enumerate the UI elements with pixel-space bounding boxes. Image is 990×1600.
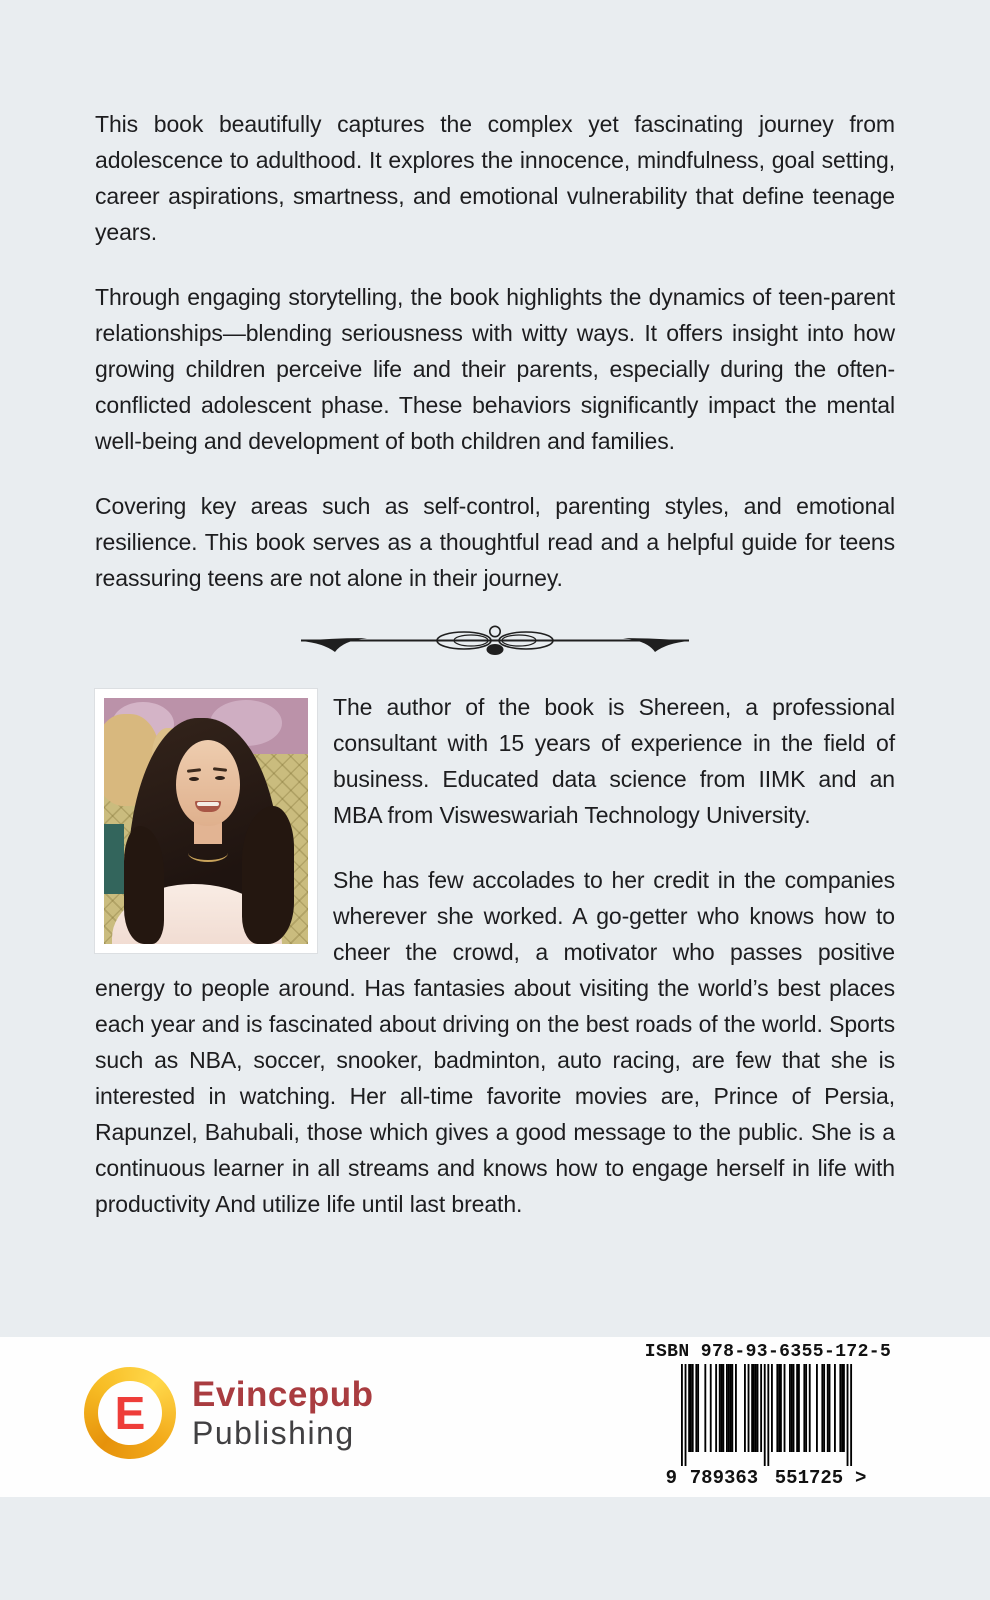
publisher-wordmark xyxy=(192,1375,373,1451)
synopsis-paragraph-2: Through engaging storytelling, the book highlights the dynamics of teen-parent relationships—blending seriousness with witty ways. It offers insight into how growing children perceive life and their parents, especially during the often-conflicted adolescent phase. These behaviors significantly impact the mental well-being and development of both children and families. xyxy=(95,284,895,454)
author-section xyxy=(95,689,895,1251)
author-photo xyxy=(95,689,317,953)
isbn-block xyxy=(640,1342,896,1486)
barcode-digits-group2: 551725 xyxy=(774,1467,844,1486)
barcode-digits-group1: 789363 xyxy=(689,1467,759,1486)
isbn-label: ISBN 978-93-6355-172-5 xyxy=(644,1342,892,1362)
divider-flourish-icon xyxy=(295,625,695,661)
publisher-name: Evincepub xyxy=(192,1375,374,1414)
publisher-logo xyxy=(84,1367,373,1459)
publisher-band xyxy=(0,1337,990,1497)
isbn-barcode xyxy=(663,1364,873,1486)
publisher-logo-inner xyxy=(98,1381,162,1445)
ornamental-divider xyxy=(95,625,895,661)
author-photo-illustration xyxy=(104,698,308,944)
barcode-arrow: > xyxy=(855,1467,867,1486)
author-paragraph-2: She has few accolades to her credit in the companies wherever she worked. A go-getter who knows how to cheer the crowd, a motivator who passes positive energy to people around. Has fantasies about visiting the world’s best places each year and is fascinated about driving on the best roads of the world. Sports such as NBA, soccer, snooker, badminton, auto racing, are few that she is interested in watching. Her all-time favorite movies are, Prince of Persia, Rapunzel, Bahubali, those which gives a good message to the public. She is a continuous learner in all streams and knows how to engage herself in life with productivity And utilize life until last breath. xyxy=(95,867,895,1217)
publisher-tagline: Publishing xyxy=(192,1415,355,1451)
synopsis-paragraph-1: This book beautifully captures the complex yet fascinating journey from adolescence to adulthood. It explores the innocence, mindfulness, goal setting, career aspirations, smartness, and emotional vulnerability that define teenage years. xyxy=(95,111,895,245)
author-paragraph-1: The author of the book is Shereen, a professional consultant with 15 years of experience in the field of business. Educated data science from IIMK and an MBA from Visweswariah Technology University. xyxy=(333,694,895,828)
publisher-logo-ring-icon xyxy=(84,1367,176,1459)
publisher-logo-letter: E xyxy=(114,1387,146,1439)
synopsis-paragraph-3: Covering key areas such as self-control, parenting styles, and emotional resilience. This book serves as a thoughtful read and a helpful guide for teens reassuring teens are not alone in their journey. xyxy=(95,493,895,591)
barcode-digit-lead: 9 xyxy=(665,1467,677,1486)
